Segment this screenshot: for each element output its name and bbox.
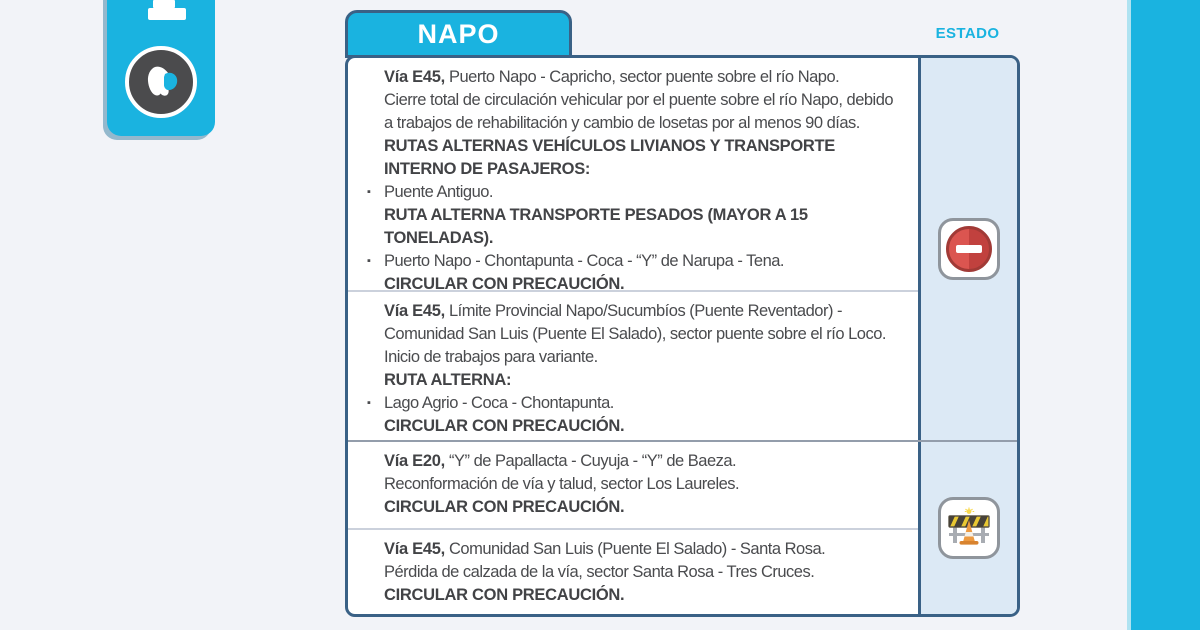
bullet-marker: ▪ xyxy=(367,255,371,267)
road-status-table xyxy=(345,55,1020,617)
table-row xyxy=(348,58,918,290)
province-tab-label: NAPO xyxy=(417,18,500,49)
road-status-group xyxy=(348,58,1017,440)
text-line: RUTA ALTERNA: xyxy=(384,371,512,389)
logo-cropped-text-bottom xyxy=(148,8,186,20)
text-line: Reconformación de vía y talud, sector Los Laureles. xyxy=(384,475,740,493)
road-code: Vía E45, xyxy=(384,68,445,86)
text-line: RUTAS ALTERNAS VEHÍCULOS LIVIANOS Y TRANSPORTE INTERNO DE PASAJEROS: xyxy=(384,137,835,178)
text-line: Inicio de trabajos para variante. xyxy=(384,348,598,366)
text-line: Cierre total de circulación vehicular por el puente sobre el río Napo, debido a trabajos de rehabilitación y cambio de losetas por al menos 90 días. xyxy=(384,91,894,132)
no-entry-icon xyxy=(946,226,992,272)
bullet-line: ▪ Lago Agrio - Coca - Chontapunta. xyxy=(384,392,904,415)
table-row xyxy=(348,292,918,440)
road-description: “Y” de Papallacta - Cuyuja - “Y” de Baeza. xyxy=(444,452,737,470)
road-description: Límite Provincial Napo/Sucumbíos (Puente Reventador) - Comunidad San Luis (Puente El Salado), sector puente sobre el río Loco. xyxy=(384,302,886,343)
logo-badge xyxy=(125,46,197,118)
table-row xyxy=(348,442,918,528)
text-line: CIRCULAR CON PRECAUCIÓN. xyxy=(384,417,625,435)
bullet-line: ▪ Puente Antiguo. xyxy=(384,181,904,204)
right-accent-band xyxy=(1127,0,1200,630)
text-line xyxy=(384,450,904,473)
bullet-marker: ▪ xyxy=(367,397,371,409)
road-description: Comunidad San Luis (Puente El Salado) - Santa Rosa. xyxy=(444,540,826,558)
logo-card xyxy=(107,0,215,136)
text-line: CIRCULAR CON PRECAUCIÓN. xyxy=(384,275,625,290)
text-line xyxy=(384,66,904,89)
text-line: RUTA ALTERNA TRANSPORTE PESADOS (MAYOR A 15 TONELADAS). xyxy=(384,206,808,247)
ecuador-map-icon xyxy=(141,62,181,102)
text-line: CIRCULAR CON PRECAUCIÓN. xyxy=(384,498,625,516)
estado-cell xyxy=(918,58,1017,440)
road-code: Vía E45, xyxy=(384,302,445,320)
status-icon-box xyxy=(938,218,1000,280)
road-code: Vía E20, xyxy=(384,452,445,470)
table-row xyxy=(348,530,918,614)
province-tab xyxy=(345,10,572,58)
logo-cropped-text-top xyxy=(153,0,175,8)
estado-cell xyxy=(918,442,1017,614)
bullet-line: ▪ Puerto Napo - Chontapunta - Coca - “Y” de Narupa - Tena. xyxy=(384,250,904,273)
road-status-group xyxy=(348,442,1017,614)
text-line xyxy=(384,538,904,561)
road-code: Vía E45, xyxy=(384,540,445,558)
text-line xyxy=(384,300,904,346)
text-line: Pérdida de calzada de la vía, sector Santa Rosa - Tres Cruces. xyxy=(384,563,815,581)
construction-barrier-icon xyxy=(946,507,992,549)
estado-column-header: ESTADO xyxy=(935,25,1000,42)
status-icon-box xyxy=(938,497,1000,559)
road-description: Puerto Napo - Capricho, sector puente sobre el río Napo. xyxy=(444,68,840,86)
bullet-marker: ▪ xyxy=(367,186,371,198)
text-line: CIRCULAR CON PRECAUCIÓN. xyxy=(384,586,625,604)
